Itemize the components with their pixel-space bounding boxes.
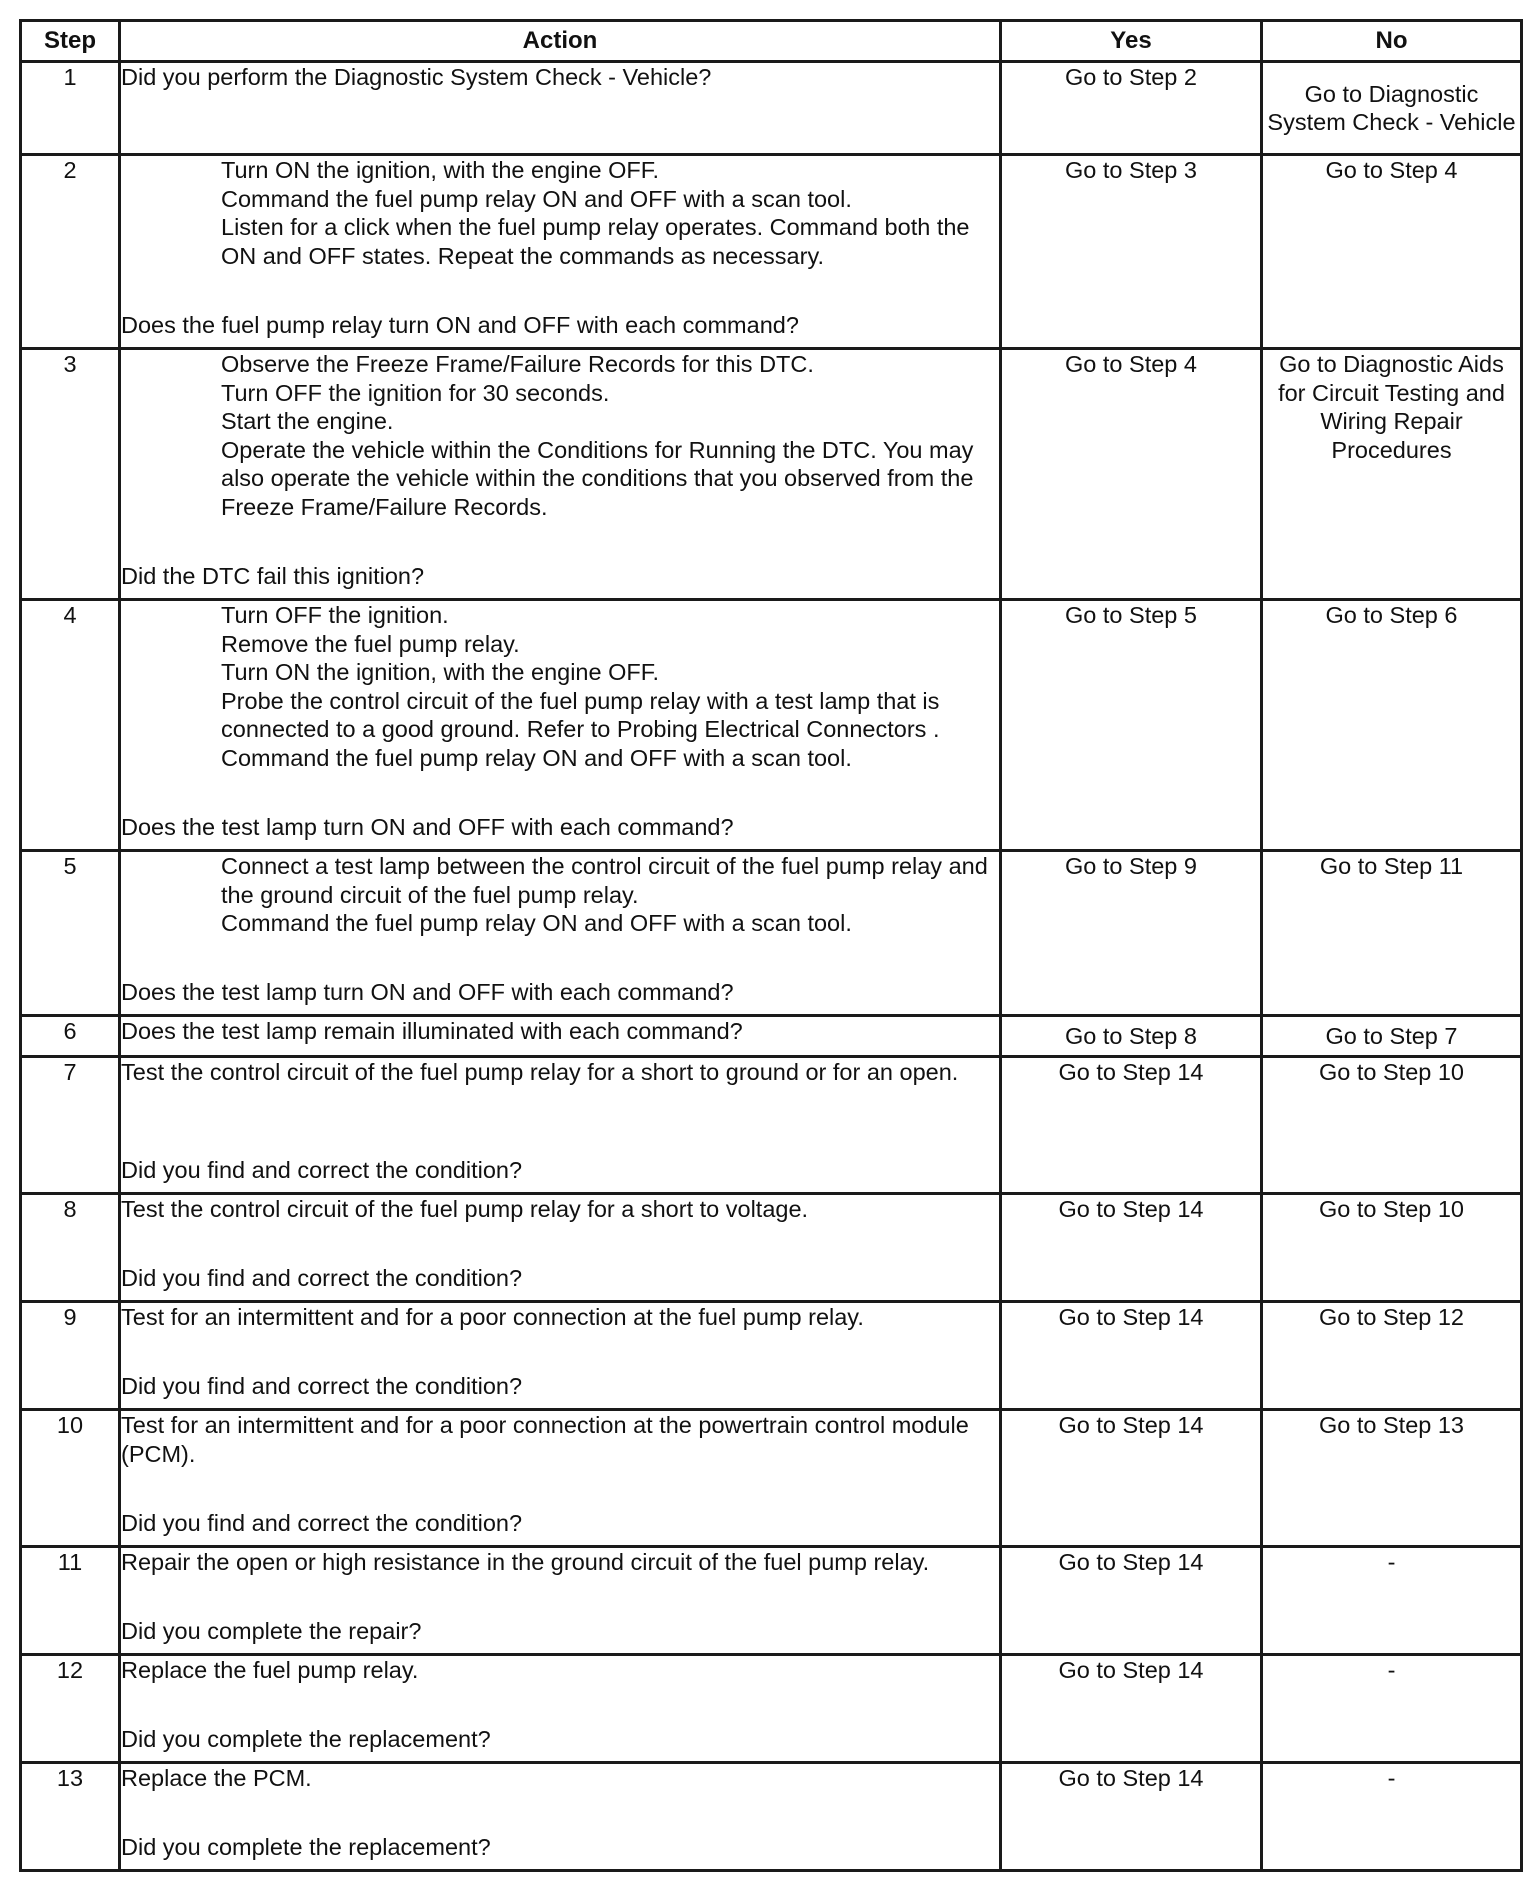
action-cell xyxy=(120,1655,1001,1763)
action-text: Did you perform the Diagnostic System Check - Vehicle? xyxy=(121,64,712,90)
substep-item: Turn OFF the ignition. xyxy=(221,602,449,628)
step-number: 11 xyxy=(21,1547,120,1655)
action-cell xyxy=(120,600,1001,851)
action-text: Test for an intermittent and for a poor connection at the fuel pump relay. xyxy=(121,1304,864,1330)
action-question: Does the test lamp turn ON and OFF with each command? xyxy=(121,813,734,840)
table-row xyxy=(21,1194,1522,1302)
table-row xyxy=(21,62,1522,155)
step-number: 5 xyxy=(21,851,120,1016)
table-row xyxy=(21,1016,1522,1057)
step-number: 2 xyxy=(21,155,120,349)
yes-result: Go to Step 2 xyxy=(1001,62,1262,155)
substep-list xyxy=(121,156,999,270)
yes-result: Go to Step 9 xyxy=(1001,851,1262,1016)
table-row xyxy=(21,1547,1522,1655)
table-header-row xyxy=(21,21,1522,62)
action-text: Test the control circuit of the fuel pump relay for a short to voltage. xyxy=(121,1196,809,1222)
step-number: 7 xyxy=(21,1057,120,1194)
action-cell xyxy=(120,1410,1001,1547)
no-result: Go to Step 13 xyxy=(1262,1410,1522,1547)
action-text: Does the test lamp remain illuminated with each command? xyxy=(121,1018,743,1044)
no-result: Go to Step 12 xyxy=(1262,1302,1522,1410)
table-body xyxy=(21,62,1522,1871)
table-row xyxy=(21,349,1522,600)
substep-item: Start the engine. xyxy=(221,408,394,434)
header-action: Action xyxy=(120,21,1001,62)
substep-item: Connect a test lamp between the control circuit of the fuel pump relay and the ground circuit of the fuel pump relay. xyxy=(221,853,988,908)
diagnostic-table xyxy=(19,19,1523,1872)
action-cell xyxy=(120,851,1001,1016)
yes-result: Go to Step 14 xyxy=(1001,1410,1262,1547)
no-result: - xyxy=(1262,1763,1522,1871)
action-text: Test the control circuit of the fuel pump relay for a short to ground or for an open. xyxy=(121,1059,959,1085)
no-result: Go to Diagnostic System Check - Vehicle xyxy=(1262,62,1522,155)
action-question: Did you find and correct the condition? xyxy=(121,1156,523,1183)
header-yes: Yes xyxy=(1001,21,1262,62)
yes-result: Go to Step 4 xyxy=(1001,349,1262,600)
action-question: Did you find and correct the condition? xyxy=(121,1264,523,1291)
substep-item: Command the fuel pump relay ON and OFF with a scan tool. xyxy=(221,910,852,936)
step-number: 9 xyxy=(21,1302,120,1410)
action-question: Did you complete the replacement? xyxy=(121,1833,491,1860)
substep-item: Turn OFF the ignition for 30 seconds. xyxy=(221,379,610,406)
substep-item: Command the fuel pump relay ON and OFF with a scan tool. xyxy=(221,185,852,212)
action-text: Replace the PCM. xyxy=(121,1765,312,1791)
substep-item: Turn ON the ignition, with the engine OFF. xyxy=(221,157,660,183)
yes-result: Go to Step 14 xyxy=(1001,1057,1262,1194)
action-cell xyxy=(120,155,1001,349)
action-question: Did you complete the repair? xyxy=(121,1617,422,1644)
step-number: 4 xyxy=(21,600,120,851)
yes-result: Go to Step 14 xyxy=(1001,1763,1262,1871)
no-result: - xyxy=(1262,1547,1522,1655)
header-step: Step xyxy=(21,21,120,62)
no-result: Go to Diagnostic Aids for Circuit Testing and Wiring Repair Procedures xyxy=(1262,349,1522,600)
substep-item: Listen for a click when the fuel pump relay operates. Command both the ON and OFF states. Repeat the commands as necessary. xyxy=(221,214,970,269)
no-result: Go to Step 10 xyxy=(1262,1057,1522,1194)
substep-item: Command the fuel pump relay ON and OFF with a scan tool. xyxy=(221,744,852,771)
action-cell xyxy=(120,1016,1001,1057)
substep-item: Operate the vehicle within the Conditions for Running the DTC. You may also operate the vehicle within the conditions that you observed from the Freeze Frame/Failure Records. xyxy=(221,436,974,520)
step-number: 8 xyxy=(21,1194,120,1302)
no-result: Go to Step 10 xyxy=(1262,1194,1522,1302)
action-question: Does the fuel pump relay turn ON and OFF with each command? xyxy=(121,311,799,338)
action-question: Did you complete the replacement? xyxy=(121,1725,491,1752)
header-no: No xyxy=(1262,21,1522,62)
action-question: Does the test lamp turn ON and OFF with each command? xyxy=(121,978,734,1005)
substep-list xyxy=(121,852,999,938)
action-text: Test for an intermittent and for a poor connection at the powertrain control module (PCM). xyxy=(121,1412,969,1467)
action-text: Replace the fuel pump relay. xyxy=(121,1657,419,1683)
table-row xyxy=(21,1057,1522,1194)
step-number: 10 xyxy=(21,1410,120,1547)
substep-list xyxy=(121,601,999,772)
yes-result: Go to Step 14 xyxy=(1001,1655,1262,1763)
action-cell xyxy=(120,1057,1001,1194)
action-cell xyxy=(120,1194,1001,1302)
step-number: 3 xyxy=(21,349,120,600)
table-row xyxy=(21,1763,1522,1871)
substep-item: Probe the control circuit of the fuel pump relay with a test lamp that is connected to a good ground. Refer to Probing Electrical Connectors . xyxy=(221,687,940,742)
substep-item: Observe the Freeze Frame/Failure Records for this DTC. xyxy=(221,351,814,377)
action-question: Did you find and correct the condition? xyxy=(121,1509,523,1536)
yes-result: Go to Step 14 xyxy=(1001,1194,1262,1302)
no-result: Go to Step 6 xyxy=(1262,600,1522,851)
step-number: 12 xyxy=(21,1655,120,1763)
action-question: Did you find and correct the condition? xyxy=(121,1372,523,1399)
substep-list xyxy=(121,350,999,521)
action-cell xyxy=(120,1763,1001,1871)
table-row xyxy=(21,851,1522,1016)
no-result: Go to Step 11 xyxy=(1262,851,1522,1016)
step-number: 1 xyxy=(21,62,120,155)
no-result: - xyxy=(1262,1655,1522,1763)
action-text: Repair the open or high resistance in the ground circuit of the fuel pump relay. xyxy=(121,1549,930,1575)
action-cell xyxy=(120,1547,1001,1655)
yes-result: Go to Step 14 xyxy=(1001,1302,1262,1410)
step-number: 6 xyxy=(21,1016,120,1057)
table-row xyxy=(21,155,1522,349)
yes-result: Go to Step 3 xyxy=(1001,155,1262,349)
yes-result: Go to Step 14 xyxy=(1001,1547,1262,1655)
no-result: Go to Step 4 xyxy=(1262,155,1522,349)
substep-item: Remove the fuel pump relay. xyxy=(221,630,520,657)
action-cell xyxy=(120,349,1001,600)
yes-result: Go to Step 5 xyxy=(1001,600,1262,851)
action-cell xyxy=(120,62,1001,155)
action-cell xyxy=(120,1302,1001,1410)
substep-item: Turn ON the ignition, with the engine OFF. xyxy=(221,659,660,685)
step-number: 13 xyxy=(21,1763,120,1871)
no-result: Go to Step 7 xyxy=(1262,1016,1522,1057)
table-row xyxy=(21,600,1522,851)
table-row xyxy=(21,1410,1522,1547)
yes-result: Go to Step 8 xyxy=(1001,1016,1262,1057)
table-row xyxy=(21,1655,1522,1763)
table-row xyxy=(21,1302,1522,1410)
action-question: Did the DTC fail this ignition? xyxy=(121,562,425,589)
